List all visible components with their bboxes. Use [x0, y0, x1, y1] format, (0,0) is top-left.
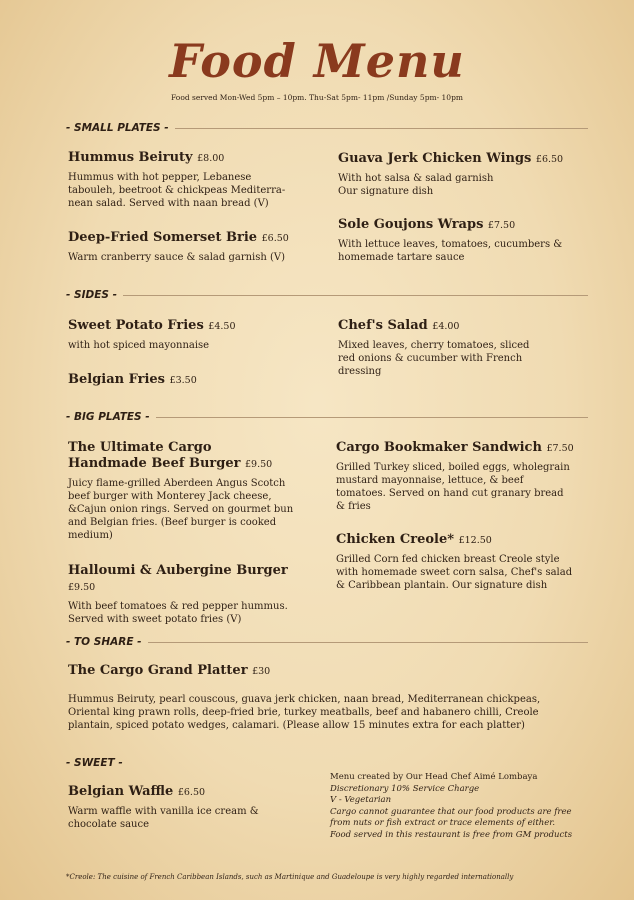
- item-name: Belgian Waffle: [68, 784, 174, 799]
- section-label: - SIDES -: [66, 289, 117, 301]
- section-divider: [156, 417, 588, 418]
- chef-credit: Menu created by Our Head Chef Aimé Lombaya: [330, 772, 538, 782]
- menu-item-grand-platter: [68, 663, 573, 732]
- item-price: £6.50: [261, 233, 289, 244]
- item-description: with hot spiced mayonnaise: [68, 340, 210, 351]
- allergy-note: Cargo cannot guarantee that our food products are free from nuts or fish extract or trace elements of either.: [330, 806, 572, 828]
- item-name: Hummus Beiruty: [68, 150, 193, 165]
- item-price: £9.50: [68, 582, 96, 593]
- menu-item-chefs-salad: [338, 318, 563, 378]
- item-name: Chef's Salad: [338, 318, 428, 333]
- section-sweet: [66, 757, 126, 769]
- item-price: £30: [252, 666, 271, 677]
- section-label: - BIG PLATES -: [66, 411, 150, 423]
- item-description: Juicy flame-grilled Aberdeen Angus Scotch beef burger with Monterey Jack cheese, &Cajun onion rings. Served on gourmet bun and Belgian fries. (Beef burger is cooked medium): [68, 478, 294, 541]
- opening-hours: Food served Mon-Wed 5pm – 10pm. Thu-Sat 5pm- 11pm /Sunday 5pm- 10pm: [171, 93, 463, 102]
- item-price: £4.50: [208, 321, 236, 332]
- item-price: £12.50: [458, 535, 492, 546]
- item-price: £3.50: [169, 375, 197, 386]
- section-label: - SMALL PLATES -: [66, 122, 169, 134]
- menu-item-belgian-waffle: [68, 784, 268, 831]
- item-description: Warm cranberry sauce & salad garnish (V): [68, 252, 286, 263]
- section-small-plates: [66, 122, 588, 134]
- item-description: Hummus Beiruty, pearl couscous, guava jerk chicken, naan bread, Mediterranean chickpeas, Oriental king prawn rolls, deep-fried brie, turkey meatballs, beef and habanero chilli, Creole plantain, spiced potato wedges, calamari. (Please allow 15 minutes extra for each platter): [68, 694, 541, 731]
- item-name: The Cargo Grand Platter: [68, 663, 248, 678]
- item-description: Grilled Corn fed chicken breast Creole style with homemade sweet corn salsa, Chef's salad & Caribbean plantain. Our signature dish: [336, 554, 573, 591]
- menu-title: Food Menu: [169, 34, 465, 88]
- vegetarian-key: V - Vegetarian: [330, 795, 392, 805]
- menu-item-sweet-potato-fries: [68, 318, 308, 352]
- item-name: Chicken Creole*: [336, 532, 455, 547]
- item-price: £4.00: [432, 321, 460, 332]
- section-divider: [175, 128, 588, 129]
- item-name: Halloumi & Aubergine Burger: [68, 563, 288, 578]
- item-description: With beef tomatoes & red pepper hummus. Served with sweet potato fries (V): [68, 601, 288, 625]
- section-big-plates: [66, 411, 588, 423]
- item-price: £6.50: [177, 787, 206, 798]
- item-name: Deep-Fried Somerset Brie: [68, 230, 258, 245]
- menu-item-goujons: [338, 217, 573, 264]
- menu-item-wings: [338, 151, 578, 198]
- item-price: £9.50: [245, 459, 273, 470]
- item-name: Sweet Potato Fries: [68, 318, 204, 333]
- section-label: - SWEET -: [66, 757, 123, 769]
- item-name: Guava Jerk Chicken Wings: [338, 151, 532, 166]
- item-price: £7.50: [487, 220, 516, 231]
- item-description: Grilled Turkey sliced, boiled eggs, wholegrain mustard mayonnaise, lettuce, & beef tomatoes. Served on hand cut granary bread & fries: [336, 462, 570, 512]
- item-name: The Ultimate Cargo Handmade Beef Burger: [68, 440, 241, 471]
- menu-item-hummus: [68, 150, 293, 210]
- menu-notes: [330, 772, 590, 841]
- menu-item-cargo-burger: [68, 440, 298, 542]
- item-description: Mixed leaves, cherry tomatoes, sliced red onions & cucumber with French dressing: [338, 340, 530, 377]
- menu-item-chicken-creole: [336, 532, 581, 592]
- item-description: Hummus with hot pepper, Lebanese tabouleh, beetroot & chickpeas Mediterra-nean salad. Served with naan bread (V): [68, 172, 286, 209]
- menu-item-belgian-fries: [68, 372, 308, 389]
- item-name: Cargo Bookmaker Sandwich: [336, 440, 542, 455]
- menu-item-bookmaker-sandwich: [336, 440, 581, 513]
- section-divider: [148, 642, 588, 643]
- service-charge-note: Discretionary 10% Service Charge: [330, 783, 480, 794]
- item-price: £8.00: [197, 153, 225, 164]
- item-price: £7.50: [546, 443, 574, 454]
- creole-footnote: *Creole: The cuisine of French Caribbean Islands, such as Martinique and Guadeloupe is very highly regarded internationally: [66, 873, 514, 881]
- menu-item-brie: [68, 230, 308, 264]
- gm-note: Food served in this restaurant is free from GM products: [330, 829, 573, 840]
- section-sides: [66, 289, 588, 301]
- section-label: - TO SHARE -: [66, 636, 142, 648]
- item-description: Warm waffle with vanilla ice cream & chocolate sauce: [68, 806, 259, 830]
- section-to-share: [66, 636, 588, 648]
- item-name: Belgian Fries: [68, 372, 166, 387]
- item-price: £6.50: [535, 154, 564, 165]
- section-divider: [123, 295, 588, 296]
- menu-item-halloumi-burger: [68, 563, 308, 626]
- item-description: With lettuce leaves, tomatoes, cucumbers & homemade tartare sauce: [338, 239, 563, 263]
- item-description: With hot salsa & salad garnish Our signature dish: [338, 173, 494, 197]
- item-name: Sole Goujons Wraps: [338, 217, 484, 232]
